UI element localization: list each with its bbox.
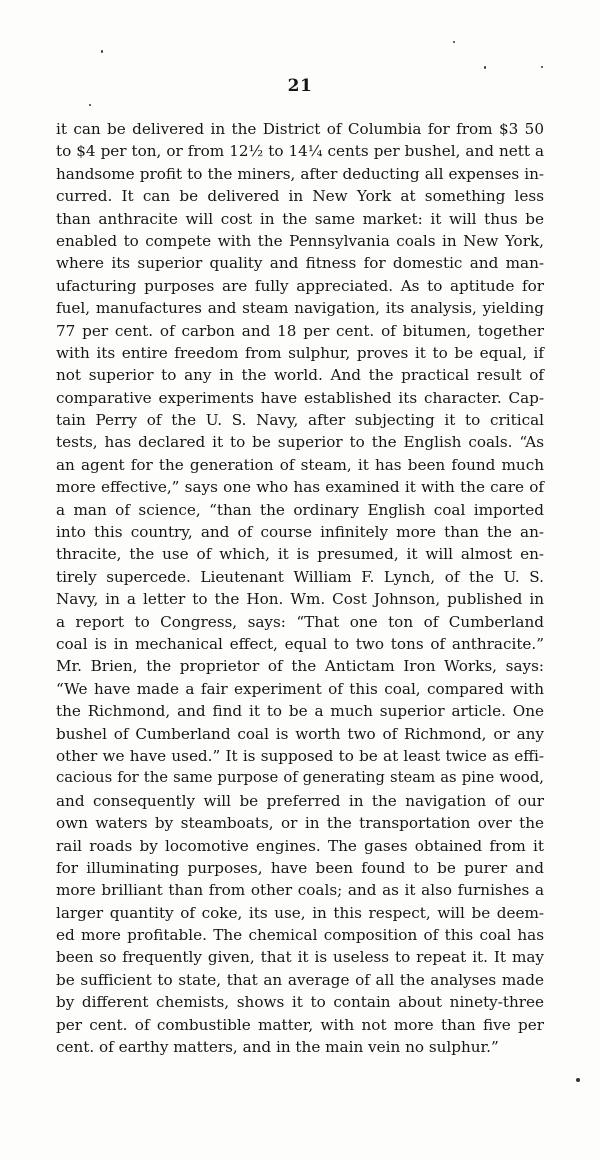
text-line: handsome profit to the miners, after deducting all expenses in- xyxy=(56,164,544,183)
text-line: been so frequently given, that it is useless to repeat it. It may xyxy=(56,948,544,967)
text-line: by different chemists, shows it to contain about ninety-three xyxy=(56,993,544,1012)
text-line: cacious for the same purpose of generating steam as pine wood, xyxy=(56,769,544,787)
print-speck xyxy=(89,104,91,106)
text-line: where its superior quality and fitness for domestic and man- xyxy=(56,254,544,273)
text-line: an agent for the generation of steam, it has been found much xyxy=(56,455,544,474)
text-line: with its entire freedom from sulphur, proves it to be equal, if xyxy=(56,343,544,362)
print-speck xyxy=(101,50,103,53)
text-line: for illuminating purposes, have been found to be purer and xyxy=(56,858,544,877)
text-line: “We have made a fair experiment of this coal, compared with xyxy=(56,679,544,698)
print-speck xyxy=(576,1078,580,1082)
text-line: the Richmond, and find it to be a much superior article. One xyxy=(56,702,544,721)
text-line: ed more profitable. The chemical composition of this coal has xyxy=(56,926,544,945)
text-line: larger quantity of coke, its use, in this respect, will be deem- xyxy=(56,903,544,922)
text-line: other we have used.” It is supposed to be at least twice as effi- xyxy=(56,746,544,765)
text-line: it can be delivered in the District of Columbia for from $3 50 xyxy=(56,120,544,138)
text-line: 77 per cent. of carbon and 18 per cent. of bitumen, together xyxy=(56,321,544,340)
text-line: enabled to compete with the Pennsylvania coals in New York, xyxy=(56,231,544,250)
text-line: bushel of Cumberland coal is worth two of Richmond, or any xyxy=(56,724,544,743)
text-line: into this country, and of course infinitely more than the an- xyxy=(56,523,544,542)
text-line: not superior to any in the world. And the practical result of xyxy=(56,366,544,385)
text-line: more effective,” says one who has examined it with the care of xyxy=(56,478,544,497)
print-speck xyxy=(453,41,455,43)
page-number: 21 xyxy=(287,76,313,96)
text-line: rail roads by locomotive engines. The gases obtained from it xyxy=(56,836,544,855)
text-line: Mr. Brien, the proprietor of the Antictam Iron Works, says: xyxy=(56,657,544,676)
text-line: per cent. of combustible matter, with not more than five per xyxy=(56,1015,544,1034)
text-line: a report to Congress, says: “That one ton of Cumberland xyxy=(56,612,544,631)
text-line: cent. of earthy matters, and in the main vein no sulphur.” xyxy=(56,1038,499,1057)
text-line: be sufficient to state, that an average of all the analyses made xyxy=(56,970,544,989)
text-line: tain Perry of the U. S. Navy, after subjecting it to critical xyxy=(56,411,544,430)
print-speck xyxy=(541,66,543,68)
text-line: to $4 per ton, or from 12½ to 14¼ cents per bushel, and nett a xyxy=(56,142,544,161)
text-line: comparative experiments have established its character. Cap- xyxy=(56,388,544,407)
text-line: than anthracite will cost in the same market: it will thus be xyxy=(56,209,544,228)
body-text xyxy=(56,118,544,1058)
text-line: fuel, manufactures and steam navigation, its analysis, yielding xyxy=(56,299,544,318)
text-line: tests, has declared it to be superior to the English coals. “As xyxy=(56,433,544,452)
text-line: a man of science, “than the ordinary English coal imported xyxy=(56,500,544,519)
text-line: coal is in mechanical effect, equal to two tons of anthracite.” xyxy=(56,634,544,653)
text-line: ufacturing purposes are fully appreciated. As to aptitude for xyxy=(56,276,544,295)
text-line: own waters by steamboats, or in the transportation over the xyxy=(56,814,544,833)
text-line: tirely supercede. Lieutenant William F. Lynch, of the U. S. xyxy=(56,567,544,586)
text-line: more brilliant than from other coals; and as it also furnishes a xyxy=(56,881,544,900)
text-line: thracite, the use of which, it is presumed, it will almost en- xyxy=(56,545,544,564)
text-line: curred. It can be delivered in New York at something less xyxy=(56,187,544,206)
text-line: Navy, in a letter to the Hon. Wm. Cost Johnson, published in xyxy=(56,590,544,609)
print-speck xyxy=(484,66,486,69)
text-line: and consequently will be preferred in the navigation of our xyxy=(56,791,544,810)
